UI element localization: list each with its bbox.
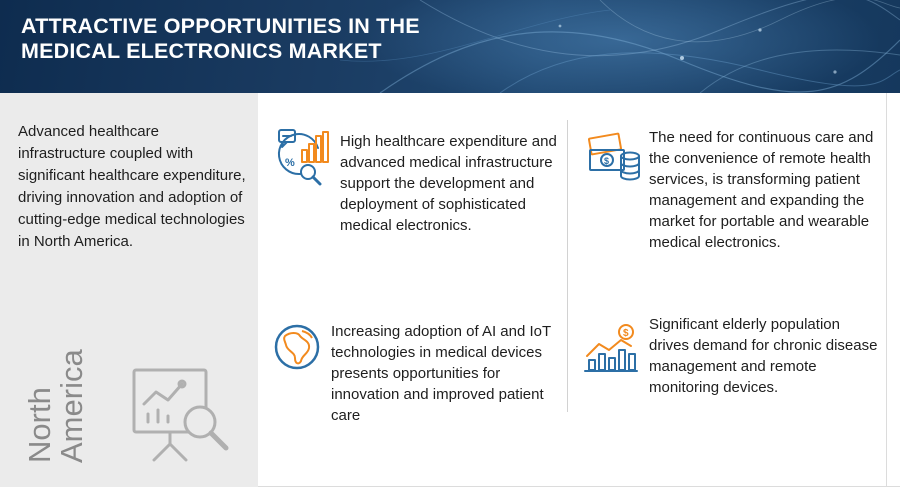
region-name-line-1: North xyxy=(22,387,57,463)
svg-text:$: $ xyxy=(623,328,629,339)
opportunity-text: Significant elderly population drives demand for chronic disease management and remote monitoring devices. xyxy=(649,316,878,396)
svg-text:$: $ xyxy=(604,156,610,166)
opportunity-text: The need for continuous care and the convenience of remote health services, is transforming patient management and expanding the market for portable and wearable medical electronics. xyxy=(649,129,874,251)
analytics-chart-icon xyxy=(274,128,332,186)
money-coins-icon xyxy=(586,132,642,184)
title-line-1: ATTRACTIVE OPPORTUNITIES IN THE xyxy=(21,14,420,38)
right-frame-edge xyxy=(886,93,900,487)
svg-text:%: % xyxy=(285,157,295,169)
region-name xyxy=(24,349,88,463)
opportunity-text: High healthcare expenditure and advanced medical infrastructure support the development and deployment of sophisticated medical electronics. xyxy=(340,133,557,234)
opportunity-text: Increasing adoption of AI and IoT technologies in medical devices presents opportunities for innovation and improved patient care xyxy=(331,323,551,424)
globe-icon xyxy=(272,322,322,372)
presentation-analysis-icon xyxy=(126,364,232,462)
title-line-2: MEDICAL ELECTRONICS MARKET xyxy=(21,39,382,63)
region-summary: Advanced healthcare infrastructure coupled with significant healthcare expenditure, driving innovation and adoption of cutting-edge medical technologies in North America. xyxy=(18,123,246,250)
header-banner xyxy=(0,0,900,93)
page-title xyxy=(21,14,420,64)
region-name-line-2: America xyxy=(54,349,89,463)
column-divider xyxy=(567,120,568,412)
growth-chart-icon xyxy=(583,322,639,374)
